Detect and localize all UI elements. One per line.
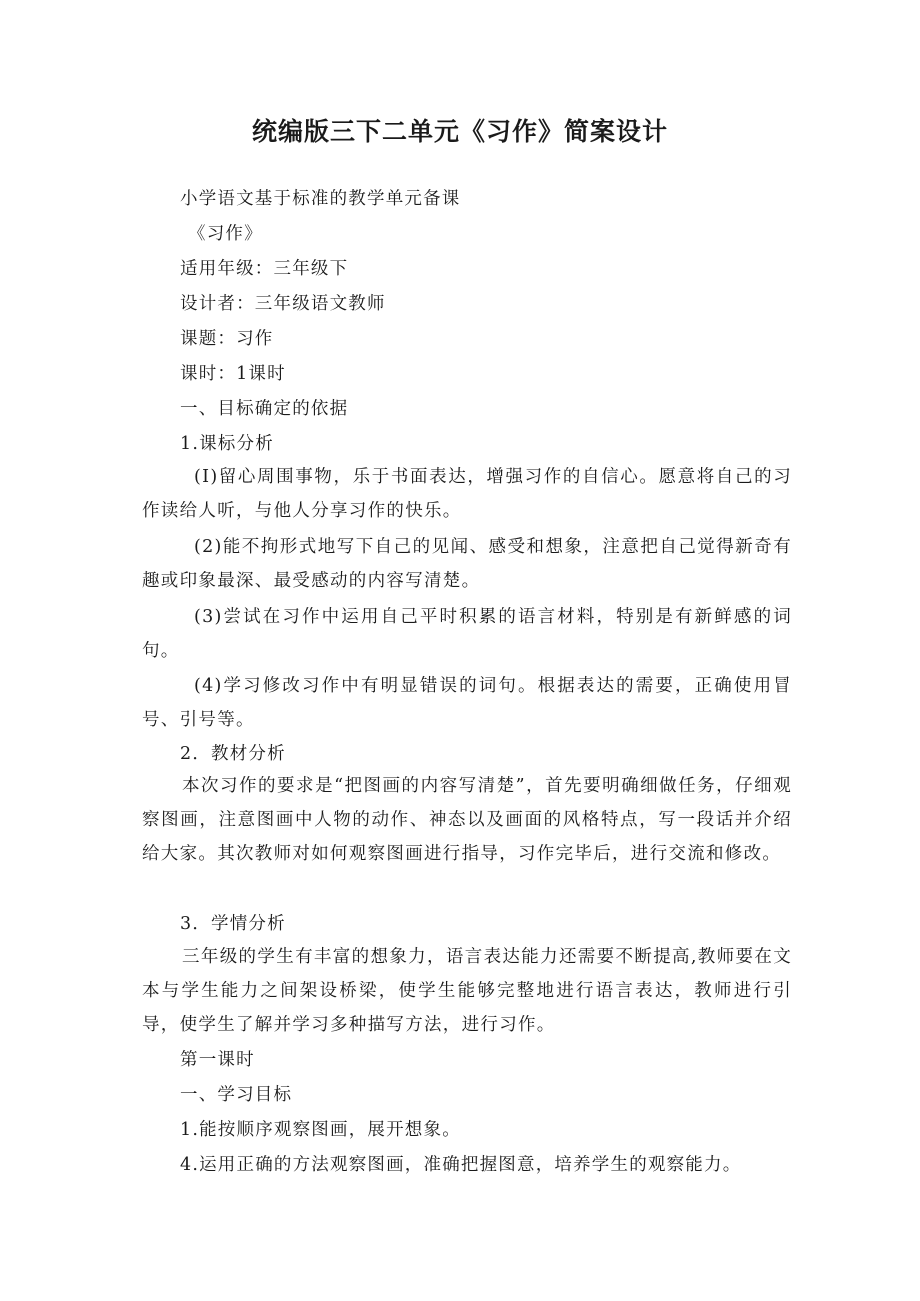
document-title: 统编版三下二单元《习作》简案设计	[251, 117, 668, 146]
section-heading-basis: 一、目标确定的依据	[180, 399, 349, 419]
header-line-periods: 课时：1课时	[180, 364, 286, 384]
learner-analysis-paragraph: 三年级的学生有丰富的想象力，语言表达能力还需要不断提高,教师要在文本与学生能力之间架设桥梁，使学生能够完整地进行语言表达，教师进行引导，使学生了解并学习多种描写方法，进行习作。	[142, 947, 792, 1035]
section-heading-goals: 一、学习目标	[180, 1085, 293, 1105]
standard-item-4: (4)学习修改习作中有明显错误的词句。根据表达的需要，正确使用冒号、引号等。	[142, 676, 792, 730]
standard-item-1: (I)留心周围事物，乐于书面表达，增强习作的自信心。愿意将自己的习作读给人听，与他人分享习作的快乐。	[142, 467, 792, 521]
goal-item-1: 1.能按顺序观察图画，展开想象。	[180, 1120, 461, 1140]
subsection-heading-textbook: 2．教材分析	[180, 744, 286, 764]
standard-item-2: (2)能不拘形式地写下自己的见闻、感受和想象，注意把自己觉得新奇有趣或印象最深、最受感动的内容写清楚。	[142, 537, 792, 591]
header-line-grade: 适用年级：三年级下	[180, 259, 349, 279]
header-line-designer: 设计者：三年级语文教师	[180, 294, 386, 314]
subsection-heading-learners: 3．学情分析	[180, 914, 286, 934]
header-line-lesson-topic: 课题：习作	[180, 329, 274, 349]
standard-item-3: (3)尝试在习作中运用自己平时积累的语言材料，特别是有新鲜感的词句。	[142, 607, 792, 661]
goal-item-4: 4.运用正确的方法观察图画，准确把握图意，培养学生的观察能力。	[180, 1155, 742, 1175]
subsection-heading-standards: 1.课标分析	[180, 434, 274, 454]
lesson-heading: 第一课时	[180, 1050, 255, 1070]
header-line-subject: 小学语文基于标准的教学单元备课	[180, 189, 461, 209]
textbook-analysis-paragraph: 本次习作的要求是“把图画的内容写清楚”，首先要明确细做任务，仔细观察图画，注意图画中人物的动作、神态以及画面的风格特点，写一段话并介绍给大家。其次教师对如何观察图画进行指导，习作完毕后，进行交流和修改。	[142, 776, 792, 864]
header-line-topic: 《习作》	[188, 224, 263, 244]
